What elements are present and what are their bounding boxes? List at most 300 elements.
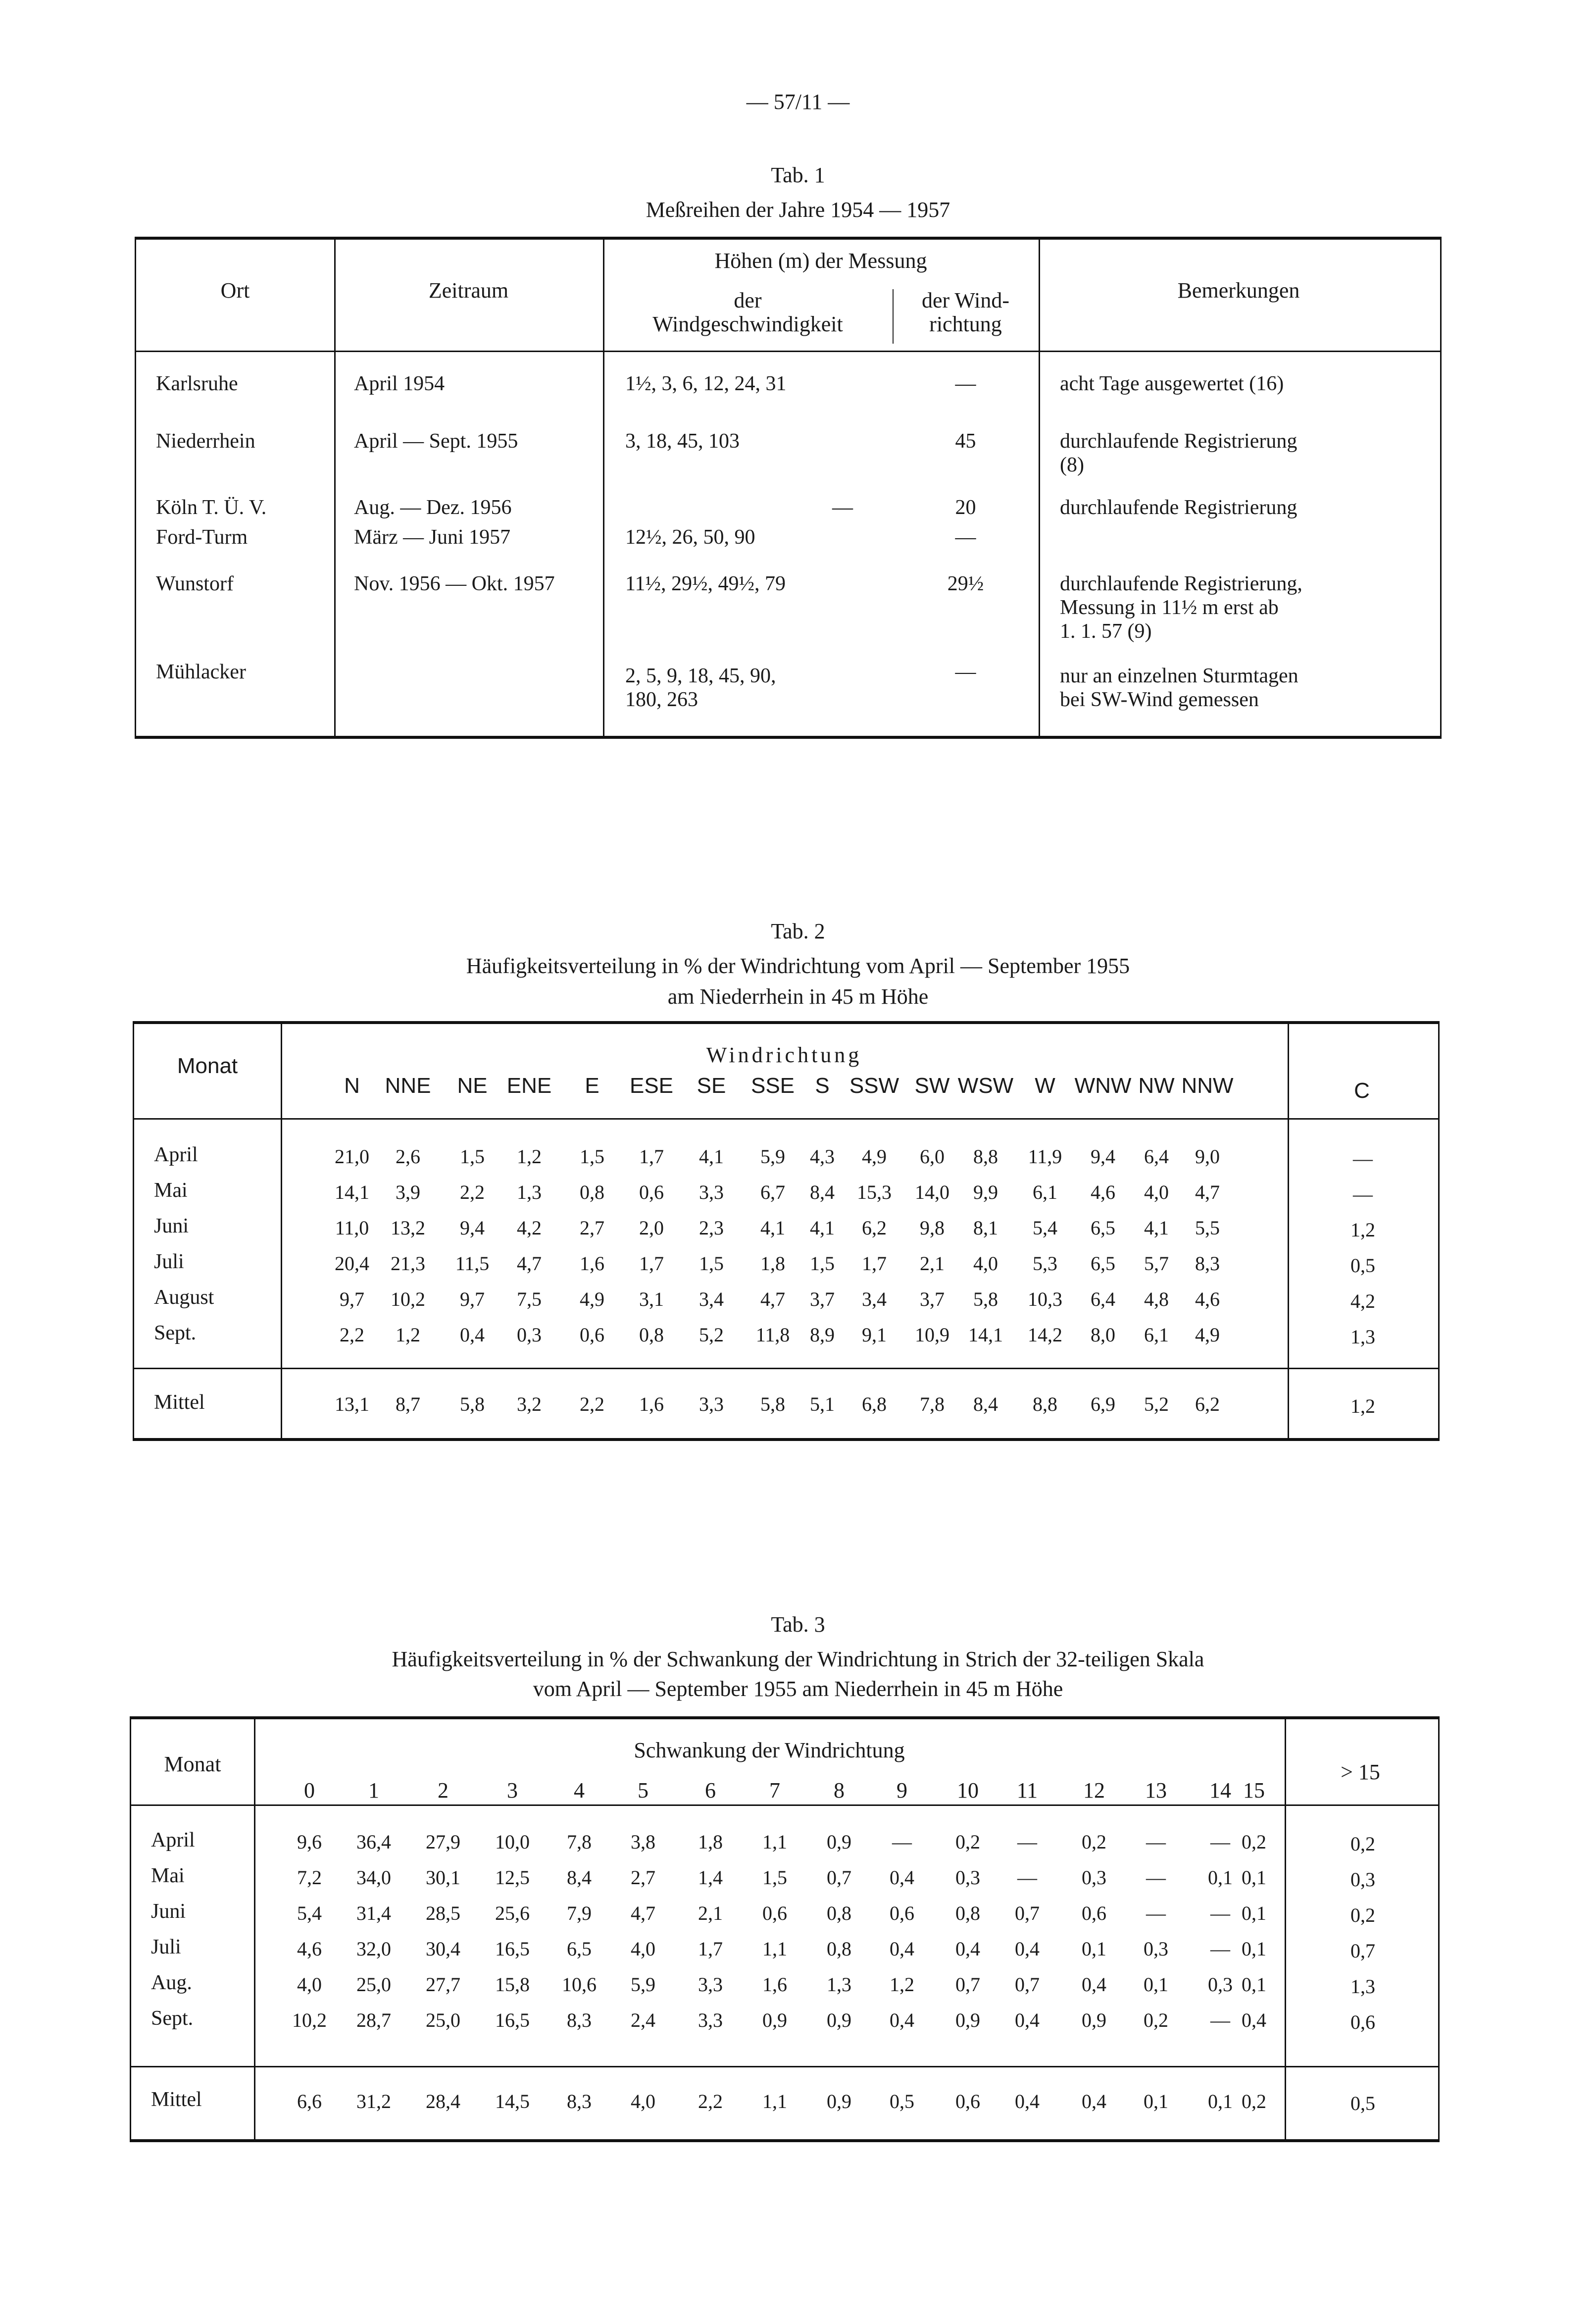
tab2-cell: 5,8 [973,1288,998,1310]
tab2-cell-c: 1,2 [1350,1219,1375,1241]
tab2-cell: 14,2 [1028,1324,1062,1346]
tab3-cell: 2,2 [698,2090,723,2112]
tab2-cell: 1,2 [396,1324,420,1346]
tab3-cell: 36,4 [356,1831,391,1853]
row5-bemerkung-3: 1. 1. 57 (9) [1060,620,1152,643]
tab3-cell: 2,1 [698,1902,723,1924]
tab3-row-month: Mai [151,1864,185,1887]
tab3-col-header-8: 8 [834,1778,845,1802]
row3-zeitraum: Aug. — Dez. 1956 [354,496,512,519]
tab2-cell-c: — [1353,1183,1373,1205]
tab3-row-month: Aug. [151,1971,192,1994]
tab2-col-header-W: W [1035,1074,1055,1098]
tab3-cell: 28,7 [356,2009,391,2031]
tab2-cell: 6,5 [1091,1252,1115,1275]
tab3-cell: 1,1 [762,2090,787,2112]
header-bemerkungen: Bemerkungen [1177,278,1300,303]
tab2-cell: 4,1 [699,1145,724,1168]
tab2-row-month: April [154,1143,198,1166]
table-1 [135,237,1442,739]
tab2-cell: 6,2 [862,1217,887,1239]
tab2-cell: 14,1 [335,1181,369,1203]
tab3-cell: 0,6 [890,1902,914,1924]
tab3-cell: — [1146,1902,1166,1924]
row6-bemerkung-2: bei SW-Wind gemessen [1060,688,1259,711]
tab2-cell: 5,7 [1144,1252,1169,1275]
tab3-cell: 2,7 [631,1866,655,1889]
row3-bemerkung: durchlaufende Registrierung [1060,496,1297,519]
tab2-cell: 1,7 [639,1252,664,1275]
tab2-cell: 4,3 [810,1145,835,1168]
tab3-cell: 4,6 [297,1938,322,1960]
tab3-label: Tab. 3 [771,1612,825,1637]
tab2-cell: 7,5 [517,1288,542,1310]
tab3-cell: 7,9 [567,1902,592,1924]
tab3-cell: 7,2 [297,1866,322,1889]
table-3 [130,1716,1440,2142]
tab2-cell: 4,9 [1195,1324,1220,1346]
tab3-cell: 4,0 [631,1938,655,1960]
tab1-title: Meßreihen der Jahre 1954 — 1957 [646,198,950,222]
tab2-cell: 4,6 [1091,1181,1115,1203]
tab3-col-header-3: 3 [507,1778,518,1802]
tab2-cell: 4,8 [1144,1288,1169,1310]
tab2-cell: 6,0 [920,1145,945,1168]
tab3-cell-gt: 1,3 [1350,1975,1375,1998]
tab2-cell: 8,1 [973,1217,998,1239]
tab3-col-header-2: 2 [438,1778,449,1802]
tab2-cell: 2,3 [699,1217,724,1239]
row2-zeitraum: April — Sept. 1955 [354,430,518,453]
tab3-mean-label: Mittel [151,2088,202,2111]
tab3-cell: 0,4 [1015,2009,1040,2031]
tab2-col-header-E: E [585,1074,599,1098]
tab3-cell: 0,3 [1082,1866,1106,1889]
tab3-cell-gt: 0,3 [1350,1868,1375,1891]
tab3-cell: 0,1 [1242,1973,1266,1996]
tab2-cell: 8,8 [1033,1393,1057,1415]
tab3-cell: 16,5 [495,1938,530,1960]
row4-geschw: 12½, 26, 50, 90 [625,526,755,549]
tab3-cell: — [892,1831,912,1853]
tab2-cell: 11,8 [755,1324,790,1346]
tab2-cell: 6,1 [1144,1324,1169,1346]
row3-richtung: 20 [955,496,976,519]
tab3-title-1: Häufigkeitsverteilung in % der Schwankung der Windrichtung in Strich der 32-teiligen Skala [392,1647,1204,1671]
tab3-cell: 0,9 [827,2090,851,2112]
tab2-col-header-ENE: ENE [506,1074,552,1098]
tab2-cell: 0,4 [460,1324,485,1346]
tab2-cell: 1,2 [517,1145,542,1168]
tab2-cell: 8,7 [396,1393,420,1415]
tab3-col-header-5: 5 [638,1778,648,1802]
row6-geschw-2: 180, 263 [625,688,698,711]
tab3-row-month: Juni [151,1900,186,1923]
tab2-cell: 4,1 [1144,1217,1169,1239]
tab3-cell: 0,2 [955,1831,980,1853]
tab2-col-header-SE: SE [697,1074,726,1098]
tab3-header-monat: Monat [164,1752,221,1776]
tab3-cell: 6,6 [297,2090,322,2112]
header-richtung: richtung [929,312,1002,336]
row2-geschw: 3, 18, 45, 103 [625,430,740,453]
tab2-col-header-N: N [344,1074,360,1098]
tab2-col-header-SSE: SSE [750,1074,795,1098]
row1-ort: Karlsruhe [156,372,238,395]
tab2-cell: 6,8 [862,1393,887,1415]
tab3-cell: 5,9 [631,1973,655,1996]
tab2-cell: 21,0 [335,1145,369,1168]
tab3-header-schwankung: Schwankung der Windrichtung [634,1738,905,1762]
tab2-cell: 2,7 [580,1217,604,1239]
header-ort: Ort [220,278,250,303]
tab2-cell-c: 0,5 [1350,1254,1375,1277]
tab3-col-header-15: 15 [1243,1778,1265,1802]
tab3-cell: 0,9 [762,2009,787,2031]
tab3-row-month: Juli [151,1936,181,1958]
tab2-cell: 5,4 [1033,1217,1057,1239]
tab2-col-header-NNW: NNW [1181,1074,1234,1098]
tab2-cell: 3,7 [810,1288,835,1310]
tab3-col-header-1: 1 [368,1778,379,1802]
tab2-cell: 4,1 [810,1217,835,1239]
tab2-title-2: am Niederrhein in 45 m Höhe [667,984,929,1009]
tab2-cell: 8,8 [973,1145,998,1168]
tab3-cell: 0,4 [1015,2090,1040,2112]
tab2-cell: 10,9 [915,1324,949,1346]
tab2-cell-c: — [1353,1147,1373,1170]
tab2-cell: 8,3 [1195,1252,1220,1275]
tab3-cell: 10,6 [562,1973,597,1996]
tab2-cell: 9,7 [460,1288,485,1310]
tab2-cell: 1,7 [862,1252,887,1275]
tab2-cell: 5,2 [699,1324,724,1346]
tab3-cell: 0,2 [1242,1831,1266,1853]
tab2-cell: 9,1 [862,1324,887,1346]
tab2-cell: 1,8 [760,1252,785,1275]
row1-richtung: — [955,372,976,395]
tab3-cell: 27,9 [426,1831,460,1853]
tab3-cell: 0,2 [1082,1831,1106,1853]
tab2-cell: 2,2 [340,1324,364,1346]
tab3-col-header-14: 14 [1209,1778,1231,1802]
tab2-cell: 4,7 [1195,1181,1220,1203]
tab2-col-header-S: S [815,1074,830,1098]
tab2-cell: 11,0 [335,1217,369,1239]
row3-geschw: — [832,496,853,519]
tab2-cell: 5,8 [760,1393,785,1415]
tab2-cell: 4,7 [517,1252,542,1275]
tab2-cell: 4,9 [580,1288,604,1310]
tab2-header-windrichtung: Windrichtung [706,1043,862,1067]
tab3-cell: 12,5 [495,1866,530,1889]
tab3-row-month: April [151,1829,195,1851]
tab3-cell: 0,3 [1144,1938,1168,1960]
tab2-cell: 4,1 [760,1217,785,1239]
row5-ort: Wunstorf [156,572,234,595]
tab2-cell: 4,9 [862,1145,887,1168]
tab3-cell: 31,2 [356,2090,391,2112]
tab3-cell: 4,0 [631,2090,655,2112]
tab2-cell: 11,9 [1028,1145,1062,1168]
tab2-cell: 10,2 [391,1288,425,1310]
tab2-col-header-ESE: ESE [629,1074,674,1098]
tab2-cell: 9,4 [1091,1145,1115,1168]
tab3-cell: 0,7 [1015,1973,1040,1996]
tab2-col-header-NW: NW [1138,1074,1175,1098]
table-2 [133,1021,1440,1441]
tab3-cell: — [1146,1866,1166,1889]
row4-richtung: — [955,526,976,549]
tab3-cell: — [1017,1866,1037,1889]
tab2-row-month: Sept. [154,1322,197,1344]
tab2-cell: 4,0 [1144,1181,1169,1203]
tab3-cell: 3,3 [698,2009,723,2031]
tab2-cell: 4,0 [973,1252,998,1275]
tab3-cell: 0,1 [1208,1866,1233,1889]
tab2-cell: 9,8 [920,1217,945,1239]
tab2-cell: 1,6 [580,1252,604,1275]
header-der-wind: der Wind- [921,288,1010,312]
tab2-cell: 2,2 [460,1181,485,1203]
tab3-cell: 25,0 [426,2009,460,2031]
tab3-col-header-13: 13 [1145,1778,1167,1802]
tab2-cell: 6,5 [1091,1217,1115,1239]
tab2-cell: 6,1 [1033,1181,1057,1203]
tab2-cell: 2,1 [920,1252,945,1275]
tab3-cell: 15,8 [495,1973,530,1996]
tab2-col-header-SW: SW [914,1074,950,1098]
row5-richtung: 29½ [947,572,984,595]
tab3-cell: 9,6 [297,1831,322,1853]
tab2-cell: 21,3 [391,1252,425,1275]
tab3-cell: 6,5 [567,1938,592,1960]
tab2-row-month: Mai [154,1179,188,1202]
row5-zeitraum: Nov. 1956 — Okt. 1957 [354,572,555,595]
tab2-cell: 9,7 [340,1288,364,1310]
tab2-label: Tab. 2 [771,919,825,943]
tab3-cell: 25,0 [356,1973,391,1996]
tab2-cell: 10,3 [1028,1288,1062,1310]
tab2-cell: 3,9 [396,1181,420,1203]
tab2-title-1: Häufigkeitsverteilung in % der Windrichtung vom April — September 1955 [466,954,1130,978]
header-windgeschwindigkeit: Windgeschwindigkeit [652,312,843,336]
tab2-cell: 3,4 [699,1288,724,1310]
tab3-cell: — [1210,2009,1230,2031]
tab3-col-header-10: 10 [957,1778,979,1802]
tab2-cell: 9,4 [460,1217,485,1239]
tab3-cell: 0,1 [1242,1938,1266,1960]
row1-bemerkung: acht Tage ausgewertet (16) [1060,372,1284,395]
page-number: — 57/11 — [746,90,850,114]
row2-ort: Niederrhein [156,430,255,453]
header-der: der [734,288,762,312]
tab2-cell: 5,9 [760,1145,785,1168]
tab2-cell: 1,5 [699,1252,724,1275]
tab2-cell: 3,3 [699,1181,724,1203]
tab3-cell: 0,1 [1242,1866,1266,1889]
tab2-cell: 0,8 [580,1181,604,1203]
tab3-header-gt15: > 15 [1341,1760,1380,1784]
tab3-row-month: Sept. [151,2007,194,2030]
tab3-cell: 1,1 [762,1831,787,1853]
tab2-cell: 2,0 [639,1217,664,1239]
tab3-col-header-7: 7 [769,1778,780,1802]
tab2-cell: 1,5 [460,1145,485,1168]
tab3-cell: 0,3 [955,1866,980,1889]
tab2-cell: 0,3 [517,1324,542,1346]
tab3-cell: 0,4 [955,1938,980,1960]
tab3-cell: 1,4 [698,1866,723,1889]
tab3-cell: 0,9 [1082,2009,1106,2031]
row2-bemerkung-2: (8) [1060,454,1084,476]
tab3-cell-gt: 0,2 [1350,1833,1375,1855]
tab2-cell: 1,6 [639,1393,664,1415]
row5-bemerkung-1: durchlaufende Registrierung, [1060,572,1302,595]
tab2-cell: 5,3 [1033,1252,1057,1275]
tab2-cell: 5,1 [810,1393,835,1415]
tab3-cell: 0,1 [1208,2090,1233,2112]
tab3-cell: 8,4 [567,1866,592,1889]
row3-ort: Köln T. Ü. V. [156,496,267,519]
tab3-cell: 4,7 [631,1902,655,1924]
tab3-cell: 0,4 [1082,1973,1106,1996]
tab3-cell: 0,8 [827,1902,851,1924]
row4-zeitraum: März — Juni 1957 [354,526,511,549]
tab3-cell: 0,7 [1015,1902,1040,1924]
tab3-cell: 3,3 [698,1973,723,1996]
tab3-cell: — [1210,1831,1230,1853]
tab3-cell: 0,8 [827,1938,851,1960]
row5-bemerkung-2: Messung in 11½ m erst ab [1060,596,1279,619]
tab2-col-header-NE: NE [457,1074,488,1098]
row6-richtung: — [955,661,976,683]
tab2-cell: 9,0 [1195,1145,1220,1168]
tab3-cell: 10,0 [495,1831,530,1853]
tab2-col-header-SSW: SSW [849,1074,899,1098]
tab3-cell: 1,2 [890,1973,914,1996]
tab2-cell: 8,9 [810,1324,835,1346]
tab3-cell: 0,1 [1144,2090,1168,2112]
tab3-cell: 8,3 [567,2009,592,2031]
tab2-cell: 4,7 [760,1288,785,1310]
header-hoehen: Höhen (m) der Messung [714,249,927,273]
tab2-col-header-NNE: NNE [385,1074,431,1098]
tab3-col-header-11: 11 [1016,1778,1038,1802]
tab3-cell: 0,6 [955,2090,980,2112]
tab3-cell: 0,4 [890,1938,914,1960]
tab2-cell: 6,9 [1091,1393,1115,1415]
tab2-cell: 13,1 [335,1393,369,1415]
tab2-col-header-WSW: WSW [957,1074,1014,1098]
row2-bemerkung-1: durchlaufende Registrierung [1060,430,1297,453]
tab2-cell: 1,5 [810,1252,835,1275]
tab2-cell: 9,9 [973,1181,998,1203]
row1-zeitraum: April 1954 [354,372,445,395]
tab3-cell: 34,0 [356,1866,391,1889]
tab2-cell: 4,6 [1195,1288,1220,1310]
tab2-cell: 15,3 [857,1181,892,1203]
tab2-row-month: Juni [154,1215,189,1237]
tab3-cell-gt: 0,2 [1350,1904,1375,1926]
tab2-cell: 1,3 [517,1181,542,1203]
header-zeitraum: Zeitraum [428,278,509,303]
tab2-cell: 0,6 [639,1181,664,1203]
tab2-cell: 3,7 [920,1288,945,1310]
tab2-cell: 8,4 [810,1181,835,1203]
row6-ort: Mühlacker [156,661,246,683]
tab2-cell: 2,6 [396,1145,420,1168]
tab2-cell: 6,4 [1091,1288,1115,1310]
tab3-col-header-9: 9 [897,1778,907,1802]
tab3-col-header-6: 6 [705,1778,716,1802]
tab2-cell: 2,2 [580,1393,604,1415]
tab2-cell: 14,0 [915,1181,949,1203]
tab3-cell: 0,4 [1015,1938,1040,1960]
tab2-header-c: C [1354,1079,1370,1103]
tab2-cell-c: 4,2 [1350,1290,1375,1312]
tab3-cell: 0,6 [1082,1902,1106,1924]
tab3-cell-gt: 0,5 [1350,2092,1375,2114]
tab2-cell-c: 1,3 [1350,1326,1375,1348]
tab2-cell: 1,7 [639,1145,664,1168]
tab3-cell: 0,4 [890,2009,914,2031]
tab2-cell-c: 1,2 [1350,1395,1375,1417]
tab3-cell: 25,6 [495,1902,530,1924]
tab3-cell: — [1210,1938,1230,1960]
tab3-cell-gt: 0,7 [1350,1940,1375,1962]
tab2-cell: 7,8 [920,1393,945,1415]
tab2-cell: 6,7 [760,1181,785,1203]
tab2-cell: 20,4 [335,1252,369,1275]
tab2-cell: 3,1 [639,1288,664,1310]
tab2-row-month: Juli [154,1250,184,1273]
tab3-cell: 28,5 [426,1902,460,1924]
tab2-cell: 13,2 [391,1217,425,1239]
tab3-cell: 0,2 [1242,2090,1266,2112]
tab3-col-header-0: 0 [304,1778,315,1802]
tab2-cell: 3,3 [699,1393,724,1415]
row1-geschw: 1½, 3, 6, 12, 24, 31 [625,372,787,395]
tab3-col-header-12: 12 [1083,1778,1105,1802]
tab3-cell: 10,2 [292,2009,327,2031]
tab3-cell: 31,4 [356,1902,391,1924]
tab2-cell: 11,5 [455,1252,490,1275]
tab2-row-month: August [154,1286,214,1309]
tab3-cell: 0,7 [827,1866,851,1889]
tab3-cell: 30,4 [426,1938,460,1960]
tab3-cell: 1,5 [762,1866,787,1889]
tab3-cell: 30,1 [426,1866,460,1889]
tab2-cell: 5,5 [1195,1217,1220,1239]
tab3-cell: 1,1 [762,1938,787,1960]
row4-ort: Ford-Turm [156,526,248,549]
tab2-cell: 6,2 [1195,1393,1220,1415]
tab3-cell: 0,3 [1208,1973,1233,1996]
tab3-cell: 0,2 [1144,2009,1168,2031]
tab3-title-2: vom April — September 1955 am Niederrhein in 45 m Höhe [533,1677,1063,1701]
tab2-cell: 6,4 [1144,1145,1169,1168]
tab3-cell: 0,8 [955,1902,980,1924]
tab3-cell-gt: 0,6 [1350,2011,1375,2033]
tab3-cell: 27,7 [426,1973,460,1996]
tab3-cell: — [1017,1831,1037,1853]
tab3-cell: 0,9 [827,2009,851,2031]
tab3-col-header-4: 4 [574,1778,585,1802]
tab3-cell: 3,8 [631,1831,655,1853]
tab3-cell: 4,0 [297,1973,322,1996]
tab2-cell: 8,0 [1091,1324,1115,1346]
